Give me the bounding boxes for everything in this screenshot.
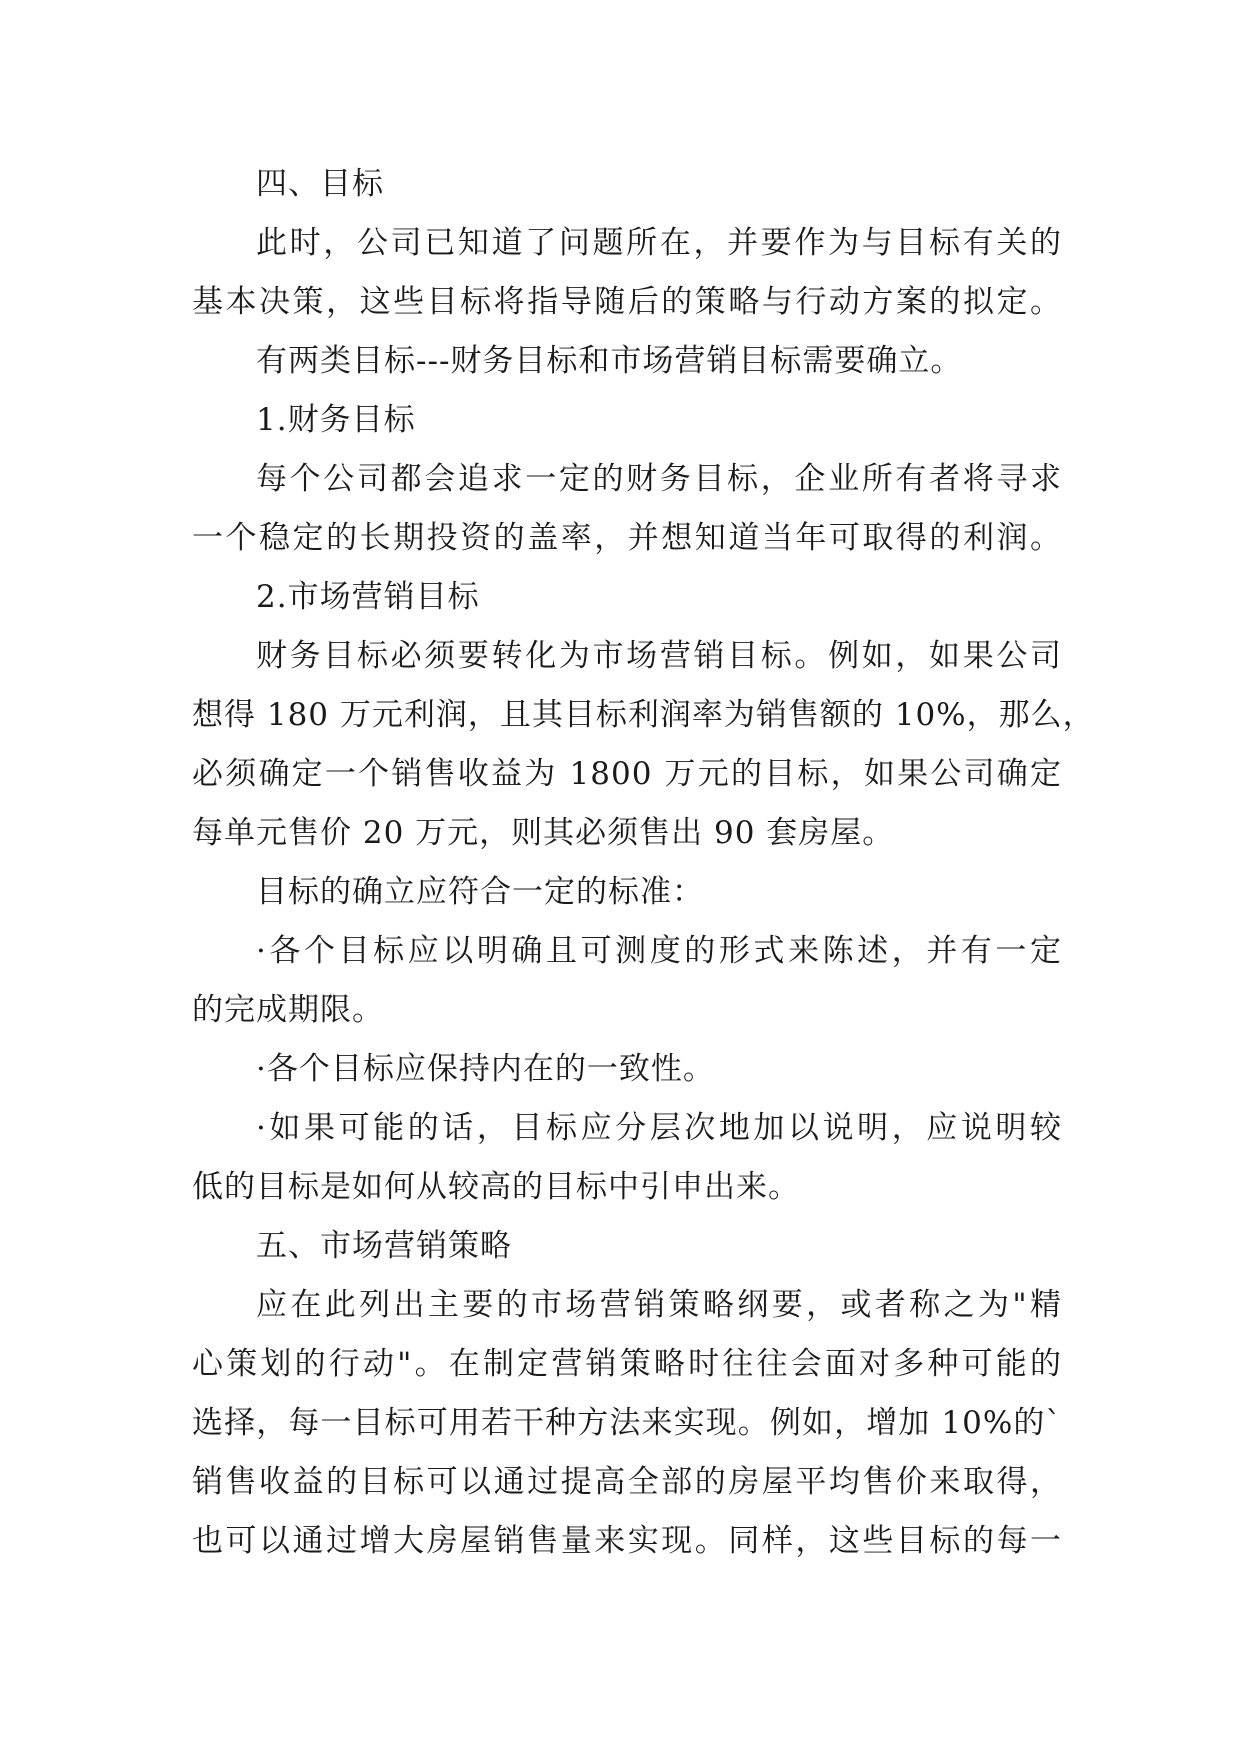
heading-marketing-strategy: 五、市场营销策略	[256, 1228, 512, 1264]
paragraph-line: 必须确定一个销售收益为 1800 万元的目标，如果公司确定	[192, 756, 1062, 792]
heading-objectives: 四、目标	[256, 166, 384, 202]
paragraph-line: 目标的确立应符合一定的标准：	[256, 874, 704, 910]
paragraph-line: 基本决策，这些目标将指导随后的策略与行动方案的拟定。	[192, 284, 1062, 320]
paragraph-line: 每单元售价 20 万元，则其必须售出 90 套房屋。	[192, 815, 895, 851]
subheading-financial-objectives: 1.财务目标	[256, 402, 416, 438]
paragraph-line: 心策划的行动"。在制定营销策略时往往会面对多种可能的	[192, 1346, 1062, 1382]
paragraph-line: 选择，每一目标可用若干种方法来实现。例如，增加 10%的`	[192, 1405, 1062, 1441]
document-page	[192, 155, 1095, 1571]
paragraph-line: 有两类目标---财务目标和市场营销目标需要确立。	[256, 343, 963, 379]
paragraph-line: 每个公司都会追求一定的财务目标，企业所有者将寻求	[256, 461, 1062, 497]
paragraph-line: 销售收益的目标可以通过提高全部的房屋平均售价来取得，	[192, 1464, 1062, 1500]
bullet-item: ·如果可能的话，目标应分层次地加以说明，应说明较	[256, 1110, 1062, 1146]
paragraph-line: 此时，公司已知道了问题所在，并要作为与目标有关的	[256, 225, 1062, 261]
bullet-item-continuation: 的完成期限。	[192, 992, 384, 1028]
subheading-marketing-objectives: 2.市场营销目标	[256, 579, 480, 615]
paragraph-line: 应在此列出主要的市场营销策略纲要，或者称之为"精	[256, 1287, 1062, 1323]
paragraph-line: 一个稳定的长期投资的盖率，并想知道当年可取得的利润。	[192, 520, 1062, 556]
bullet-item: ·各个目标应保持内在的一致性。	[256, 1051, 715, 1087]
paragraph-line: 也可以通过增大房屋销售量来实现。同样，这些目标的每一	[192, 1523, 1062, 1559]
bullet-item-continuation: 低的目标是如何从较高的目标中引申出来。	[192, 1169, 800, 1205]
bullet-item: ·各个目标应以明确且可测度的形式来陈述，并有一定	[256, 933, 1062, 969]
paragraph-line: 想得 180 万元利润，且其目标利润率为销售额的 10%，那么，	[192, 697, 1095, 733]
paragraph-line: 财务目标必须要转化为市场营销目标。例如，如果公司	[256, 638, 1062, 674]
